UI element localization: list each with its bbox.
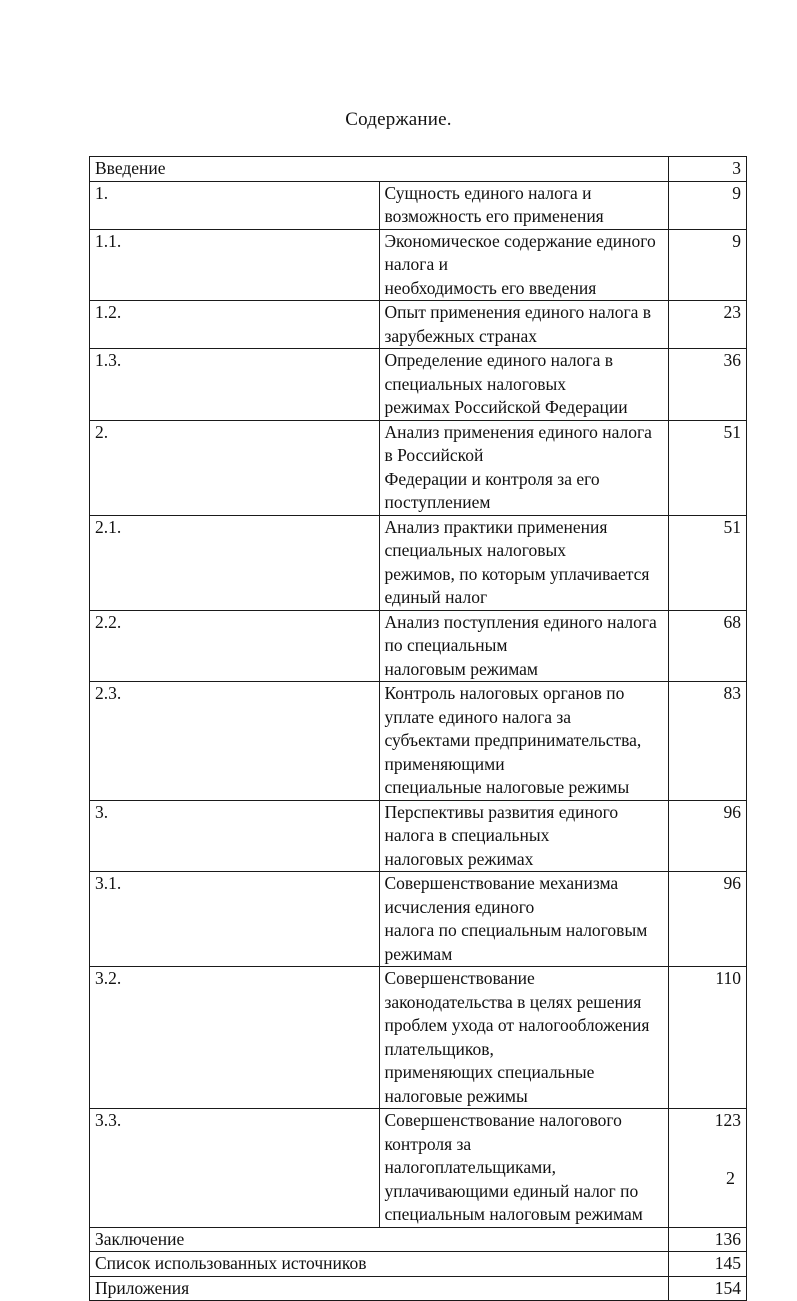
toc-page: 96 (669, 872, 747, 967)
toc-page: 68 (669, 610, 747, 682)
toc-page: 83 (669, 682, 747, 801)
toc-number: 1.1. (90, 229, 380, 301)
toc-number: 3. (90, 800, 380, 872)
toc-label: Экономическое содержание единого налога и необходимость его введения (379, 229, 669, 301)
toc-label: Опыт применения единого налога в зарубежных странах (379, 301, 669, 349)
toc-number: 3.1. (90, 872, 380, 967)
toc-label: Анализ применения единого налога в Российской Федерации и контроля за его поступлением (379, 420, 669, 515)
toc-number: 1.2. (90, 301, 380, 349)
toc-label: Контроль налоговых органов по уплате единого налога за субъектами предпринимательства, применяющими специальные налоговые режимы (379, 682, 669, 801)
toc-label: Анализ практики применения специальных налоговых режимов, по которым уплачивается единый налог (379, 515, 669, 610)
toc-label: Совершенствование налогового контроля за налогоплательщиками, уплачивающими единый налог по специальным налоговым режимам (379, 1109, 669, 1228)
toc-number: 1. (90, 181, 380, 229)
toc-row-references (90, 1252, 747, 1277)
toc-row (90, 1109, 747, 1228)
page-number: 2 (726, 1168, 735, 1188)
toc-number: 3.2. (90, 967, 380, 1109)
toc-label: Совершенствование механизма исчисления единого налога по специальным налоговым режимам (379, 872, 669, 967)
toc-number: 3.3. (90, 1109, 380, 1228)
toc-page: 110 (669, 967, 747, 1109)
toc-row (90, 229, 747, 301)
toc-row (90, 515, 747, 610)
toc-label: Перспективы развития единого налога в специальных налоговых режимах (379, 800, 669, 872)
toc-row-appendices (90, 1276, 747, 1301)
toc-label: Приложения (90, 1276, 669, 1301)
toc-page: 51 (669, 420, 747, 515)
toc-row (90, 420, 747, 515)
toc-number: 2. (90, 420, 380, 515)
toc-number: 2.2. (90, 610, 380, 682)
toc-page: 23 (669, 301, 747, 349)
toc-row (90, 872, 747, 967)
toc-row (90, 800, 747, 872)
table-of-contents (89, 156, 747, 1301)
toc-row (90, 301, 747, 349)
toc-number: 1.3. (90, 349, 380, 421)
toc-page: 154 (669, 1276, 747, 1301)
toc-label: Заключение (90, 1227, 669, 1252)
toc-page: 3 (669, 157, 747, 182)
toc-row (90, 682, 747, 801)
toc-page: 136 (669, 1227, 747, 1252)
toc-row (90, 967, 747, 1109)
toc-page: 36 (669, 349, 747, 421)
toc-label: Введение (90, 157, 669, 182)
toc-page: 9 (669, 229, 747, 301)
toc-page: 96 (669, 800, 747, 872)
toc-page: 123 (669, 1109, 747, 1228)
toc-number: 2.3. (90, 682, 380, 801)
toc-row (90, 349, 747, 421)
toc-page: 145 (669, 1252, 747, 1277)
toc-label: Совершенствование законодательства в целях решения проблем ухода от налогообложения плательщиков, применяющих специальные налоговые режимы (379, 967, 669, 1109)
toc-row (90, 610, 747, 682)
toc-row (90, 181, 747, 229)
toc-label: Анализ поступления единого налога по специальным налоговым режимам (379, 610, 669, 682)
toc-number: 2.1. (90, 515, 380, 610)
page-title: Содержание. (345, 109, 452, 130)
toc-label: Определение единого налога в специальных налоговых режимах Российской Федерации (379, 349, 669, 421)
toc-page: 9 (669, 181, 747, 229)
toc-label: Список использованных источников (90, 1252, 669, 1277)
toc-page: 51 (669, 515, 747, 610)
toc-row-conclusion (90, 1227, 747, 1252)
toc-row-intro (90, 157, 747, 182)
toc-label: Сущность единого налога и возможность его применения (379, 181, 669, 229)
